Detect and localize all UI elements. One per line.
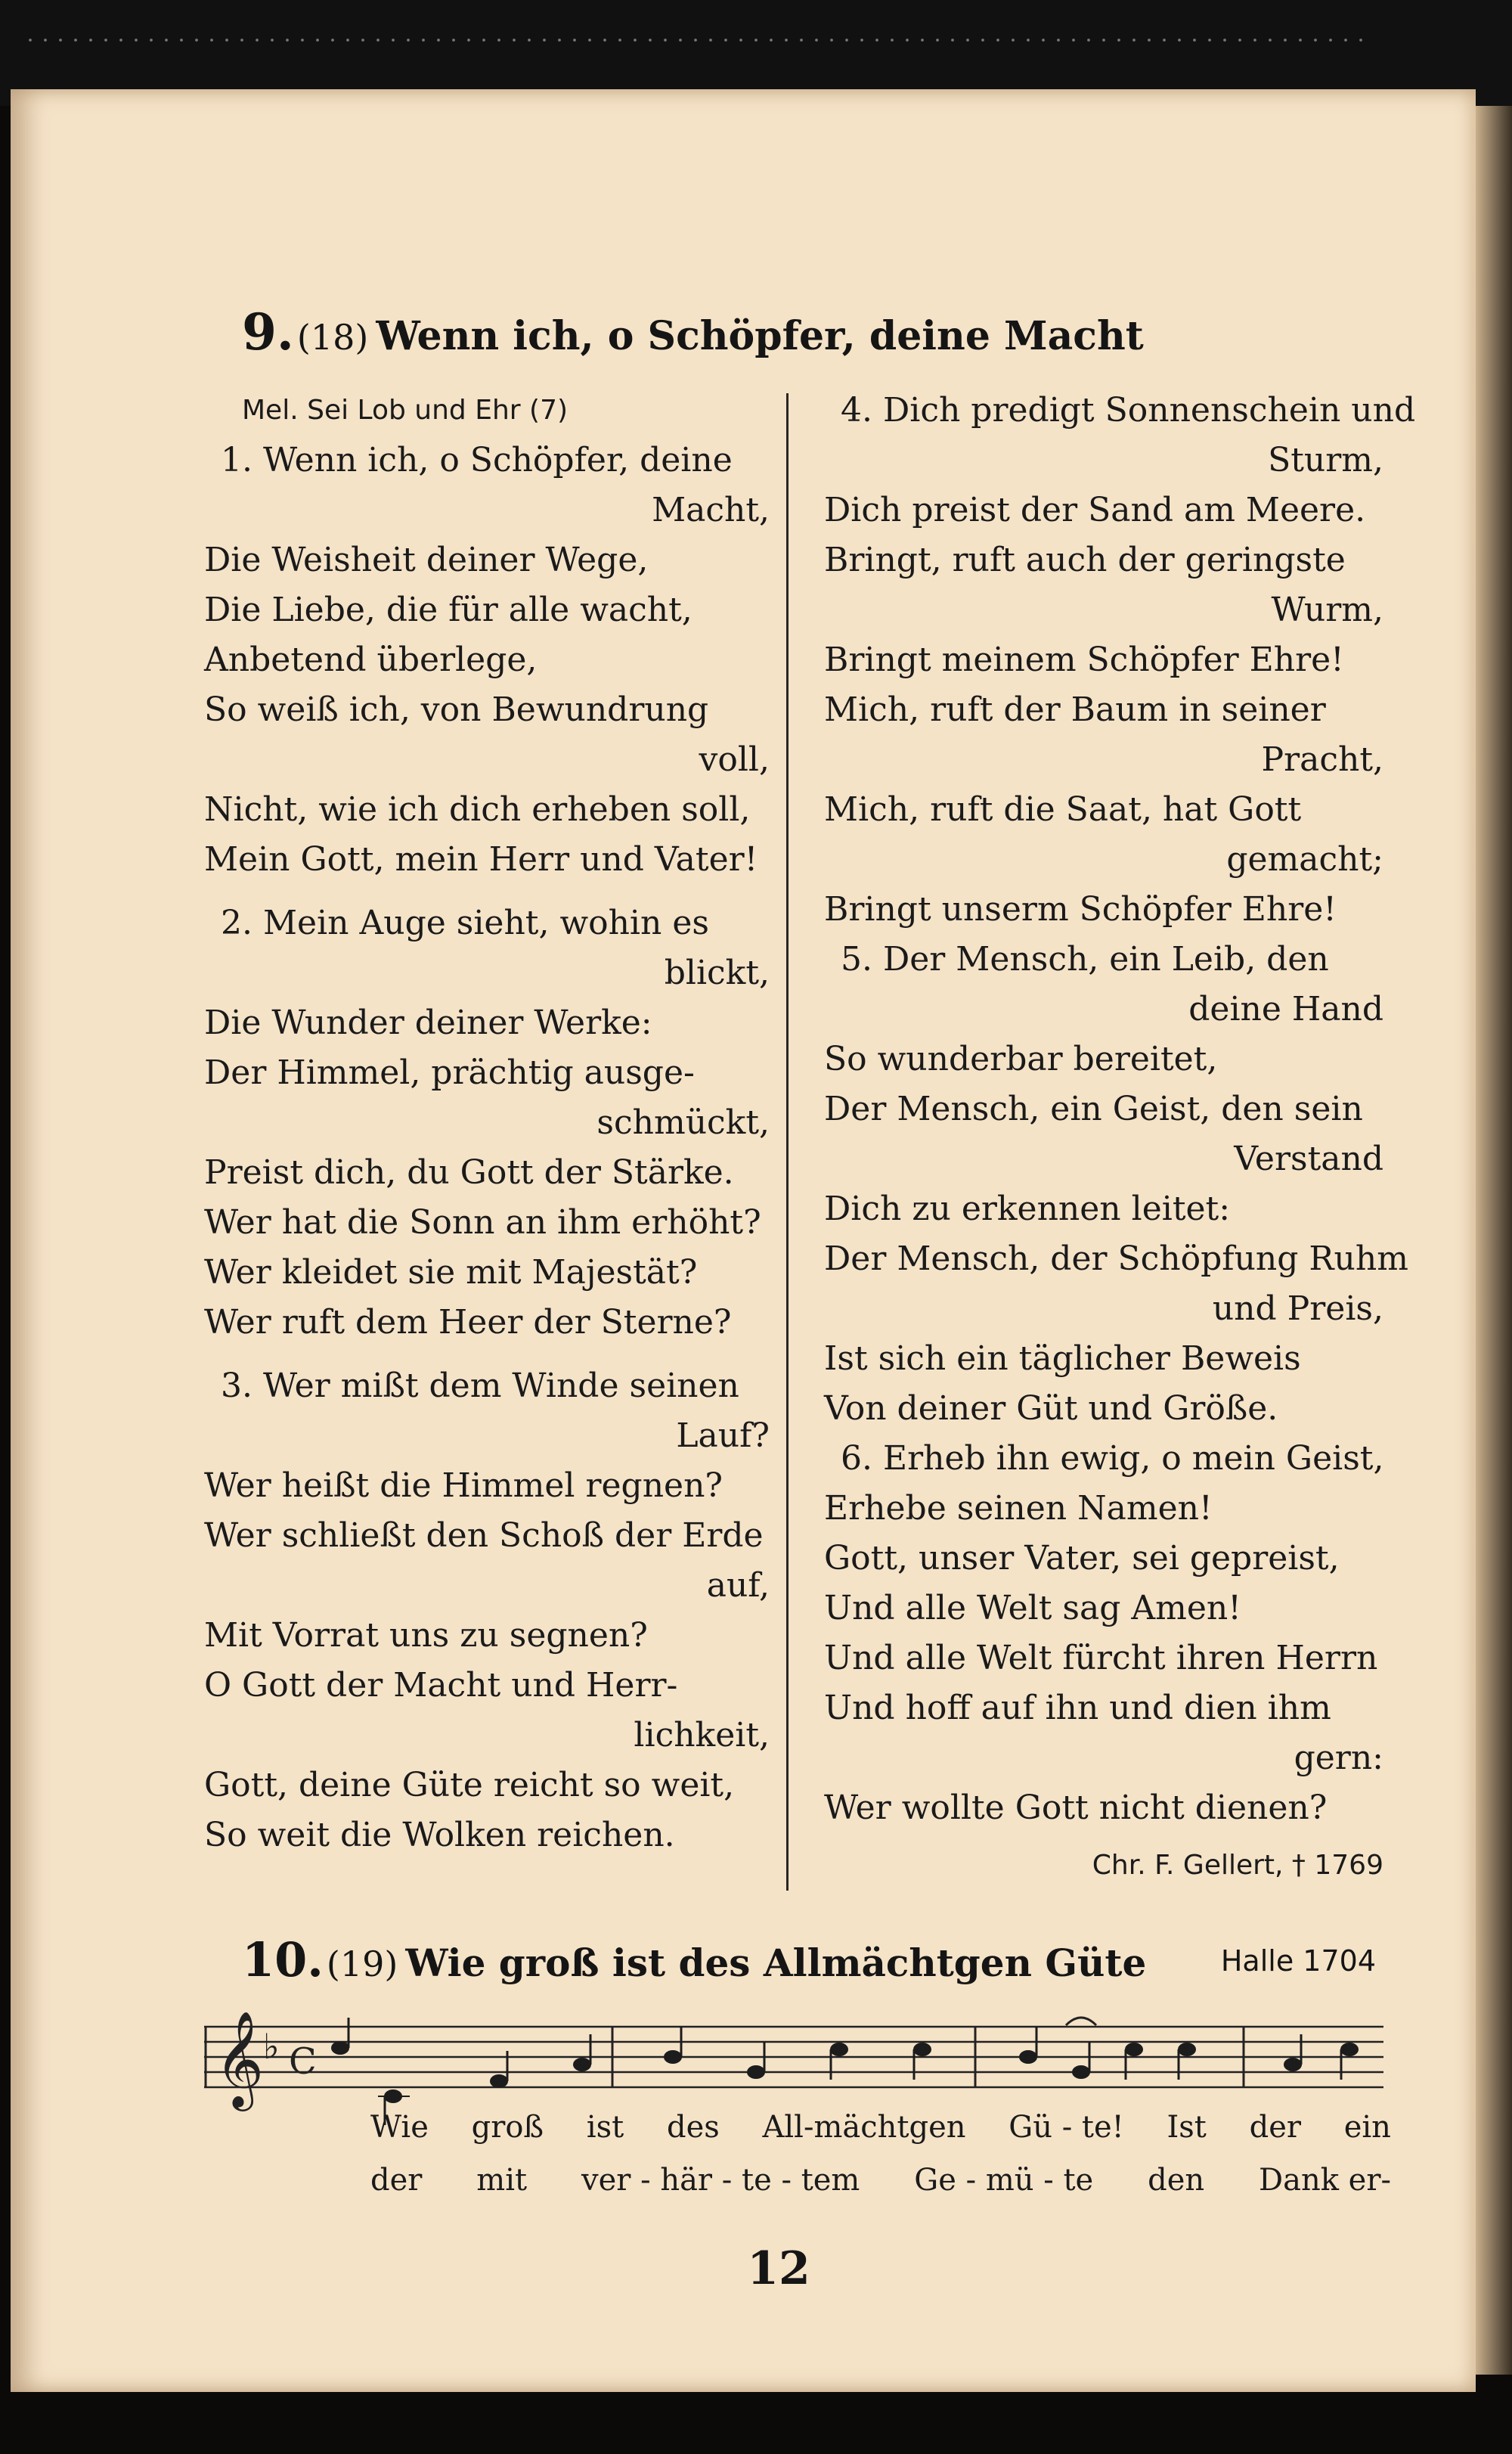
verse-line: gemacht; [1226,840,1383,879]
lyric-syllable: Ist [1167,2110,1207,2145]
hymn-number: 9. [242,302,294,361]
verse-line: Mein Gott, mein Herr und Vater! [204,840,758,879]
melody-note: Mel. Sei Lob und Ehr (7) [242,395,569,426]
lyric-syllable: mit [476,2163,528,2198]
lyric-syllable: Gü - te! [1009,2110,1124,2145]
verse-line: Bringt, ruft auch der geringste [824,541,1346,579]
hymn-9-heading [242,302,1144,378]
verse-line: Wer ruft dem Heer der Sterne? [204,1303,732,1342]
lyric-syllable: der [1249,2110,1301,2145]
verse-line: Und alle Welt fürcht ihren Herrn [824,1639,1378,1677]
verse-line: Der Himmel, prächtig ausge- [204,1053,695,1092]
hymn-alt-number: (19) [326,1944,398,1984]
lyric-syllable: Dank er- [1259,2163,1391,2198]
verse-line: und Preis, [1212,1289,1383,1328]
verse-line: 2. Mein Auge sieht, wohin es [221,904,709,942]
verse-line: Preist dich, du Gott der Stärke. [204,1153,734,1192]
column-divider [786,393,789,1891]
verse-line: gern: [1294,1739,1383,1777]
verse-line: 3. Wer mißt dem Winde seinen [221,1367,739,1405]
verse-line: schmückt, [596,1103,770,1142]
verse-line: So weit die Wolken reichen. [204,1816,675,1854]
melody-source: Halle 1704 [1220,1944,1376,1978]
verse-line: Wer wollte Gott nicht dienen? [824,1789,1328,1827]
right-verses [824,386,1416,1833]
lyrics-line-2 [370,2163,1391,2198]
page-number: 12 [747,2242,810,2295]
lyric-syllable: ein [1343,2110,1391,2145]
verse-line: Die Weisheit deiner Wege, [204,541,649,579]
verse-line: lichkeit, [634,1716,770,1754]
hymn-10-heading [242,1932,1376,2000]
verse-line: Ist sich ein täglicher Beweis [824,1339,1301,1378]
verse-line: So weiß ich, von Bewundrung [204,690,709,729]
verse-line: Und hoff auf ihn und dien ihm [824,1689,1331,1727]
lyric-syllable: groß [471,2110,544,2145]
verse-line: Pracht, [1261,740,1383,779]
verse-line: Gott, deine Güte reicht so weit, [204,1766,735,1804]
lyric-syllable: ist [586,2110,624,2145]
verse-line: Erhebe seinen Namen! [824,1489,1213,1528]
verse-line: Wer kleidet sie mit Majestät? [204,1253,698,1292]
verse-line: 1. Wenn ich, o Schöpfer, deine [221,441,733,479]
page-edge [1476,106,1512,2375]
verse-line: Von deiner Güt und Größe. [824,1389,1278,1428]
verse-line: 4. Dich predigt Sonnenschein und [841,391,1416,430]
verse-line: Nicht, wie ich dich erheben soll, [204,790,751,829]
verse-line: Gott, unser Vater, sei gepreist, [824,1539,1340,1578]
verse-line: Wer hat die Sonn an ihm erhöht? [204,1203,761,1242]
verse-line: Lauf? [676,1416,770,1455]
verse-line: Macht, [652,491,770,529]
verse-line: Mit Vorrat uns zu segnen? [204,1616,648,1655]
verse-line: Der Mensch, der Schöpfung Ruhm [824,1239,1408,1278]
lyric-syllable: den [1148,2163,1205,2198]
verse-line: Dich zu erkennen leitet: [824,1190,1231,1228]
treble-clef-icon: 𝄞 [215,2012,265,2107]
hymn-alt-number: (18) [296,317,369,358]
verse-line: Wer schließt den Schoß der Erde [204,1516,764,1555]
verse-line: Mich, ruft der Baum in seiner [824,690,1326,729]
staff-lines [204,2027,1383,2087]
verse-line: O Gott der Macht und Herr- [204,1666,678,1705]
perforation-dots [23,38,1368,42]
lyrics-line-1 [370,2110,1391,2145]
verse-line: voll, [699,740,770,779]
verse-line: Wer heißt die Himmel regnen? [204,1466,723,1505]
author-credit: Chr. F. Gellert, † 1769 [1092,1850,1383,1881]
hymn-title: Wie groß ist des Allmächtgen Güte [405,1941,1147,1985]
verse-line: Bringt unserm Schöpfer Ehre! [824,890,1337,929]
verse-line: Dich preist der Sand am Meere. [824,491,1366,529]
lyric-syllable: der [370,2163,423,2198]
hymn-9-left-column [204,386,770,1860]
lyric-syllable: Wie [370,2110,429,2145]
verse-line: Verstand [1234,1140,1383,1178]
verse-line: 5. Der Mensch, ein Leib, den [841,940,1329,979]
time-signature-icon: C [289,2040,317,2083]
verse-line: Der Mensch, ein Geist, den sein [824,1090,1363,1128]
verse-line: blickt, [664,954,770,992]
verse-line: auf, [706,1566,770,1605]
verse-line: Die Liebe, die für alle wacht, [204,591,692,629]
flat-icon: ♭ [263,2026,280,2067]
verse-line: Wurm, [1271,591,1383,629]
fermata-icon [1066,2018,1096,2025]
lyric-syllable: ver - här - te - tem [581,2163,860,2198]
lyric-syllable: Ge - mü - te [914,2163,1094,2198]
verse-line: Sturm, [1268,441,1383,479]
verse-line: 6. Erheb ihn ewig, o mein Geist, [841,1439,1384,1478]
music-staff [204,2012,1383,2125]
verse-line: Bringt meinem Schöpfer Ehre! [824,641,1344,679]
verse-line: Anbetend überlege, [204,641,538,679]
verse-line: Die Wunder deiner Werke: [204,1004,652,1042]
left-verses [204,436,770,1860]
hymn-title: Wenn ich, o Schöpfer, deine Macht [376,313,1144,359]
verse-line: So wunderbar bereitet, [824,1040,1218,1078]
verse-line: Mich, ruft die Saat, hat Gott [824,790,1302,829]
hymn-9-right-column [824,386,1416,1891]
hymn-number: 10. [242,1932,324,1987]
lyric-syllable: All-mächtgen [762,2110,966,2145]
verse-line: Und alle Welt sag Amen! [824,1589,1241,1627]
lyric-syllable: des [666,2110,720,2145]
verse-line: deine Hand [1188,990,1383,1028]
